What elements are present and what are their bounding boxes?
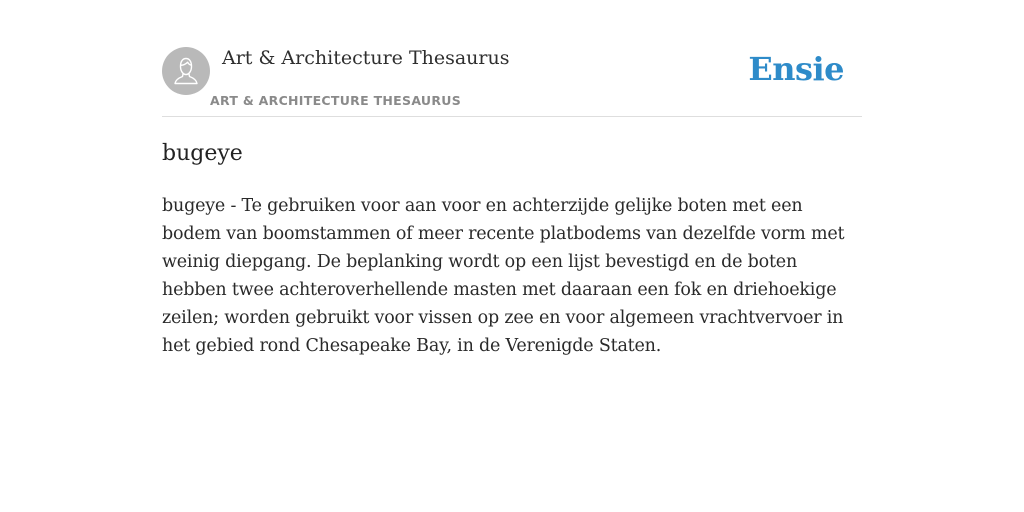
author-name[interactable]: Art & Architecture Thesaurus bbox=[222, 47, 510, 69]
brand-logo[interactable]: Ensie bbox=[748, 50, 844, 88]
entry-term: bugeye bbox=[162, 141, 243, 166]
category-label[interactable]: ART & ARCHITECTURE THESAURUS bbox=[210, 93, 462, 108]
content-container bbox=[162, 0, 862, 356]
entry-header bbox=[162, 0, 862, 117]
user-silhouette-icon bbox=[162, 47, 210, 95]
author-avatar[interactable] bbox=[162, 47, 210, 95]
entry-definition: bugeye - Te gebruiken voor aan voor en achterzijde gelijke boten met een bodem van boomstammen of meer recente platbodems van dezelfde vorm met weinig diepgang. De beplanking wordt op een lijst bevestigd en de boten hebben twee achteroverhellende masten met daaraan een fok en driehoekige zeilen; worden gebruikt voor vissen op zee en voor algemeen vrachtvervoer in het gebied rond Chesapeake Bay, in de Verenigde Staten. bbox=[162, 196, 845, 356]
